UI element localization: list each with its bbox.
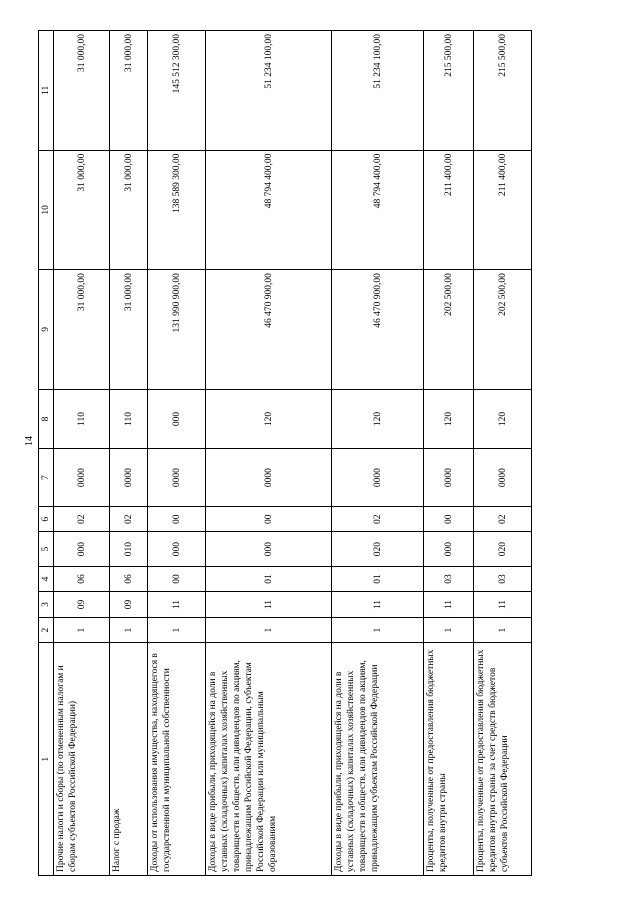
code-cell: 03 (474, 566, 532, 592)
revenue-name-cell: Доходы в виде прибыли, приходящейся на доли в уставных (складочных) капиталах хозяйственных товариществ и обществ, или дивидендов по акциям, принадлежащим субъектам Российской Федерации (332, 643, 424, 876)
table-row (206, 31, 332, 876)
code-cell: 06 (110, 566, 148, 592)
table-row (54, 31, 110, 876)
code-cell: 1 (332, 617, 424, 643)
code-cell: 110 (110, 389, 148, 449)
amount-cell: 48 794 400,00 (332, 150, 424, 269)
column-header-4: 4 (39, 566, 54, 592)
code-cell: 0000 (206, 449, 332, 507)
code-cell: 02 (332, 506, 424, 532)
column-header-11: 11 (39, 31, 54, 151)
amount-cell: 215 500,00 (424, 31, 474, 151)
code-cell: 1 (148, 617, 206, 643)
page-number: 14 (24, 436, 35, 446)
table-body (54, 31, 532, 876)
code-cell: 0000 (474, 449, 532, 507)
code-cell: 000 (424, 532, 474, 566)
amount-cell: 211 400,00 (424, 150, 474, 269)
code-cell: 1 (474, 617, 532, 643)
amount-cell: 145 512 300,00 (148, 31, 206, 151)
budget-revenue-table (38, 30, 532, 876)
code-cell: 02 (474, 506, 532, 532)
revenue-name-cell: Доходы в виде прибыли, приходящейся на доли в уставных (складочных) капиталах хозяйственных товариществ и обществ, или дивидендов по акциям, принадлежащим Российской Федерации, субъектам Российской Федерации или муниципальным образованиям (206, 643, 332, 876)
code-cell: 09 (110, 592, 148, 618)
code-cell: 010 (110, 532, 148, 566)
code-cell: 01 (206, 566, 332, 592)
amount-cell: 215 500,00 (474, 31, 532, 151)
column-header-8: 8 (39, 389, 54, 449)
amount-cell: 211 400,00 (474, 150, 532, 269)
amount-cell: 31 000,00 (110, 31, 148, 151)
table-row (148, 31, 206, 876)
rotated-table-container (38, 30, 516, 876)
code-cell: 0000 (424, 449, 474, 507)
amount-cell: 31 000,00 (110, 270, 148, 389)
amount-cell: 31 000,00 (110, 150, 148, 269)
amount-cell: 202 500,00 (424, 270, 474, 389)
column-header-2: 2 (39, 617, 54, 643)
code-cell: 00 (148, 566, 206, 592)
code-cell: 0000 (332, 449, 424, 507)
code-cell: 000 (148, 532, 206, 566)
code-cell: 02 (54, 506, 110, 532)
column-number-row (39, 31, 54, 876)
code-cell: 00 (424, 506, 474, 532)
code-cell: 11 (332, 592, 424, 618)
code-cell: 11 (206, 592, 332, 618)
revenue-name-cell: Налог с продаж (110, 643, 148, 876)
code-cell: 020 (474, 532, 532, 566)
code-cell: 1 (54, 617, 110, 643)
amount-cell: 138 589 300,00 (148, 150, 206, 269)
code-cell: 120 (332, 389, 424, 449)
code-cell: 01 (332, 566, 424, 592)
code-cell: 0000 (110, 449, 148, 507)
amount-cell: 31 000,00 (54, 270, 110, 389)
code-cell: 1 (424, 617, 474, 643)
code-cell: 0000 (148, 449, 206, 507)
amount-cell: 31 000,00 (54, 150, 110, 269)
code-cell: 09 (54, 592, 110, 618)
code-cell: 1 (206, 617, 332, 643)
column-header-6: 6 (39, 506, 54, 532)
code-cell: 00 (206, 506, 332, 532)
code-cell: 03 (424, 566, 474, 592)
code-cell: 020 (332, 532, 424, 566)
code-cell: 11 (424, 592, 474, 618)
amount-cell: 131 990 900,00 (148, 270, 206, 389)
table-row (474, 31, 532, 876)
amount-cell: 31 000,00 (54, 31, 110, 151)
amount-cell: 46 470 900,00 (332, 270, 424, 389)
code-cell: 000 (206, 532, 332, 566)
column-header-10: 10 (39, 150, 54, 269)
code-cell: 02 (110, 506, 148, 532)
column-header-3: 3 (39, 592, 54, 618)
amount-cell: 51 234 100,00 (332, 31, 424, 151)
code-cell: 11 (474, 592, 532, 618)
column-header-9: 9 (39, 270, 54, 389)
revenue-name-cell: Проценты, полученные от предоставления бюджетных кредитов внутри страны за счет средств бюджетов субъектов Российской Федерации (474, 643, 532, 876)
table-row (110, 31, 148, 876)
revenue-name-cell: Проценты, полученные от предоставления бюджетных кредитов внутри страны (424, 643, 474, 876)
code-cell: 1 (110, 617, 148, 643)
column-header-7: 7 (39, 449, 54, 507)
code-cell: 000 (54, 532, 110, 566)
amount-cell: 202 500,00 (474, 270, 532, 389)
revenue-name-cell: Доходы от использования имущества, находящегося в государственной и муниципальной собственности (148, 643, 206, 876)
code-cell: 0000 (54, 449, 110, 507)
code-cell: 120 (424, 389, 474, 449)
amount-cell: 48 794 400,00 (206, 150, 332, 269)
code-cell: 000 (148, 389, 206, 449)
code-cell: 110 (54, 389, 110, 449)
code-cell: 120 (206, 389, 332, 449)
amount-cell: 46 470 900,00 (206, 270, 332, 389)
column-header-5: 5 (39, 532, 54, 566)
revenue-name-cell: Прочие налоги и сборы (по отмененным налогам и сборам субъектов Российской Федерации) (54, 643, 110, 876)
amount-cell: 51 234 100,00 (206, 31, 332, 151)
code-cell: 00 (148, 506, 206, 532)
code-cell: 120 (474, 389, 532, 449)
table-row (424, 31, 474, 876)
table-row (332, 31, 424, 876)
code-cell: 06 (54, 566, 110, 592)
code-cell: 11 (148, 592, 206, 618)
column-header-1: 1 (39, 643, 54, 876)
